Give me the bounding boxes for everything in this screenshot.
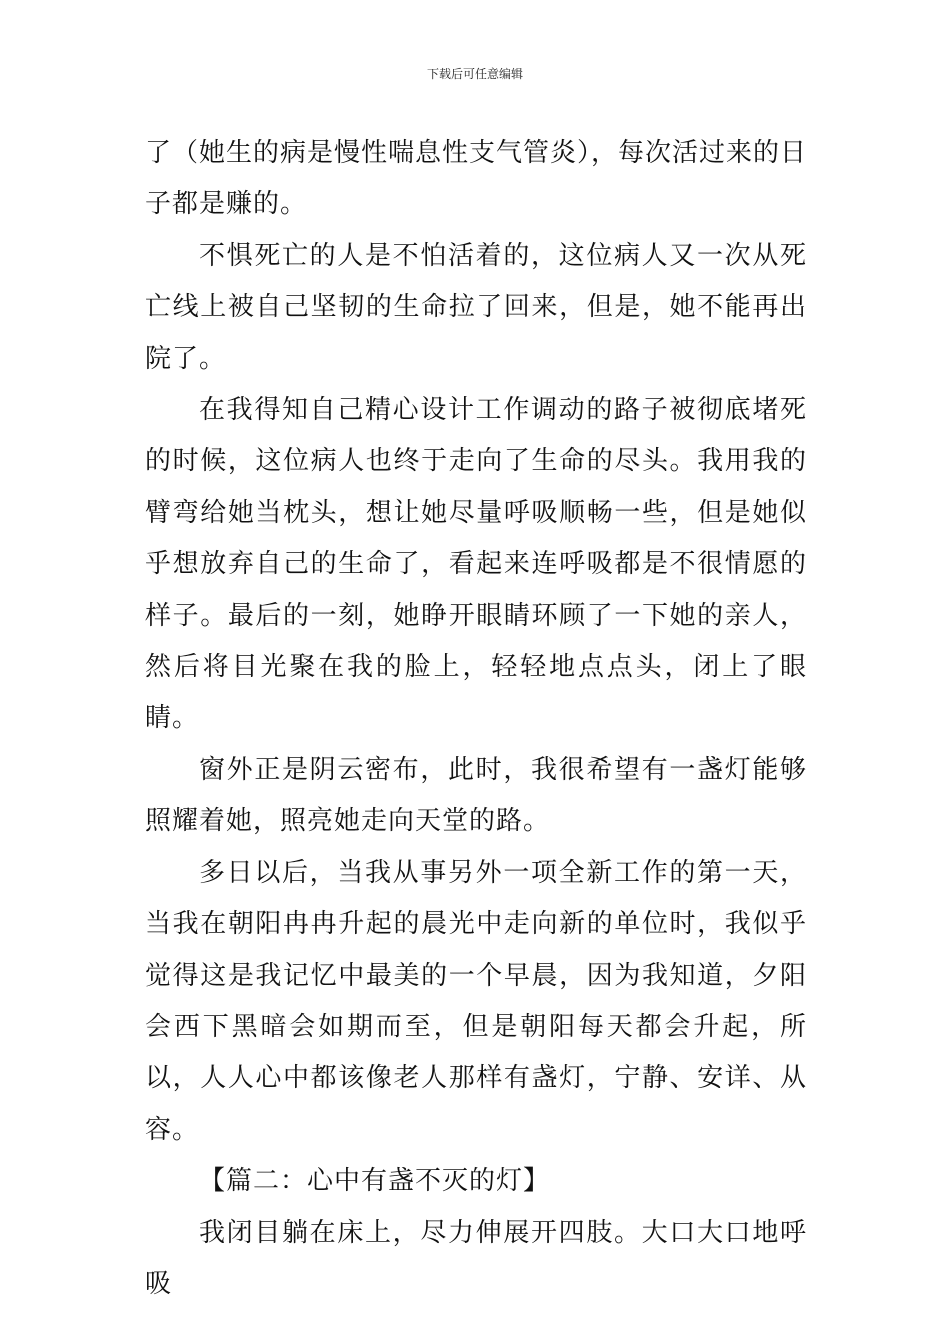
- paragraph: 不惧死亡的人是不怕活着的，这位病人又一次从死亡线上被自己坚韧的生命拉了回来，但是，她不能再出院了。: [145, 240, 807, 374]
- section-heading: 【篇二：心中有盏不灭的灯】: [199, 1166, 551, 1197]
- page-header: 下载后可任意编辑: [426, 67, 523, 81]
- paragraph: 在我得知自己精心设计工作调动的路子被彻底堵死的时候，这位病人也终于走向了生命的尽头。我用我的臂弯给她当枕头，想让她尽量呼吸顺畅一些，但是她似乎想放弃自己的生命了，看起来连呼吸都是不很情愿的样子。最后的一刻，她睁开眼睛环顾了一下她的亲人，然后将目光聚在我的脸上，轻轻地点点头，闭上了眼睛。: [145, 395, 807, 734]
- paragraph: 窗外正是阴云密布，此时，我很希望有一盏灯能够照耀着她，照亮她走向天堂的路。: [145, 754, 807, 837]
- paragraph: 多日以后，当我从事另外一项全新工作的第一天，当我在朝阳冉冉升起的晨光中走向新的单位时，我似乎觉得这是我记忆中最美的一个早晨，因为我知道，夕阳会西下黑暗会如期而至，但是朝阳每天都会升起，所以，人人心中都该像老人那样有盏灯，宁静、安详、从容。: [145, 857, 807, 1145]
- document-body: [145, 128, 807, 1310]
- paragraph: 我闭目躺在床上，尽力伸展开四肢。大口大口地呼吸: [145, 1217, 807, 1299]
- paragraph-continuation: 了（她生的病是慢性喘息性支气管炎），每次活过来的日子都是赚的。: [145, 138, 808, 220]
